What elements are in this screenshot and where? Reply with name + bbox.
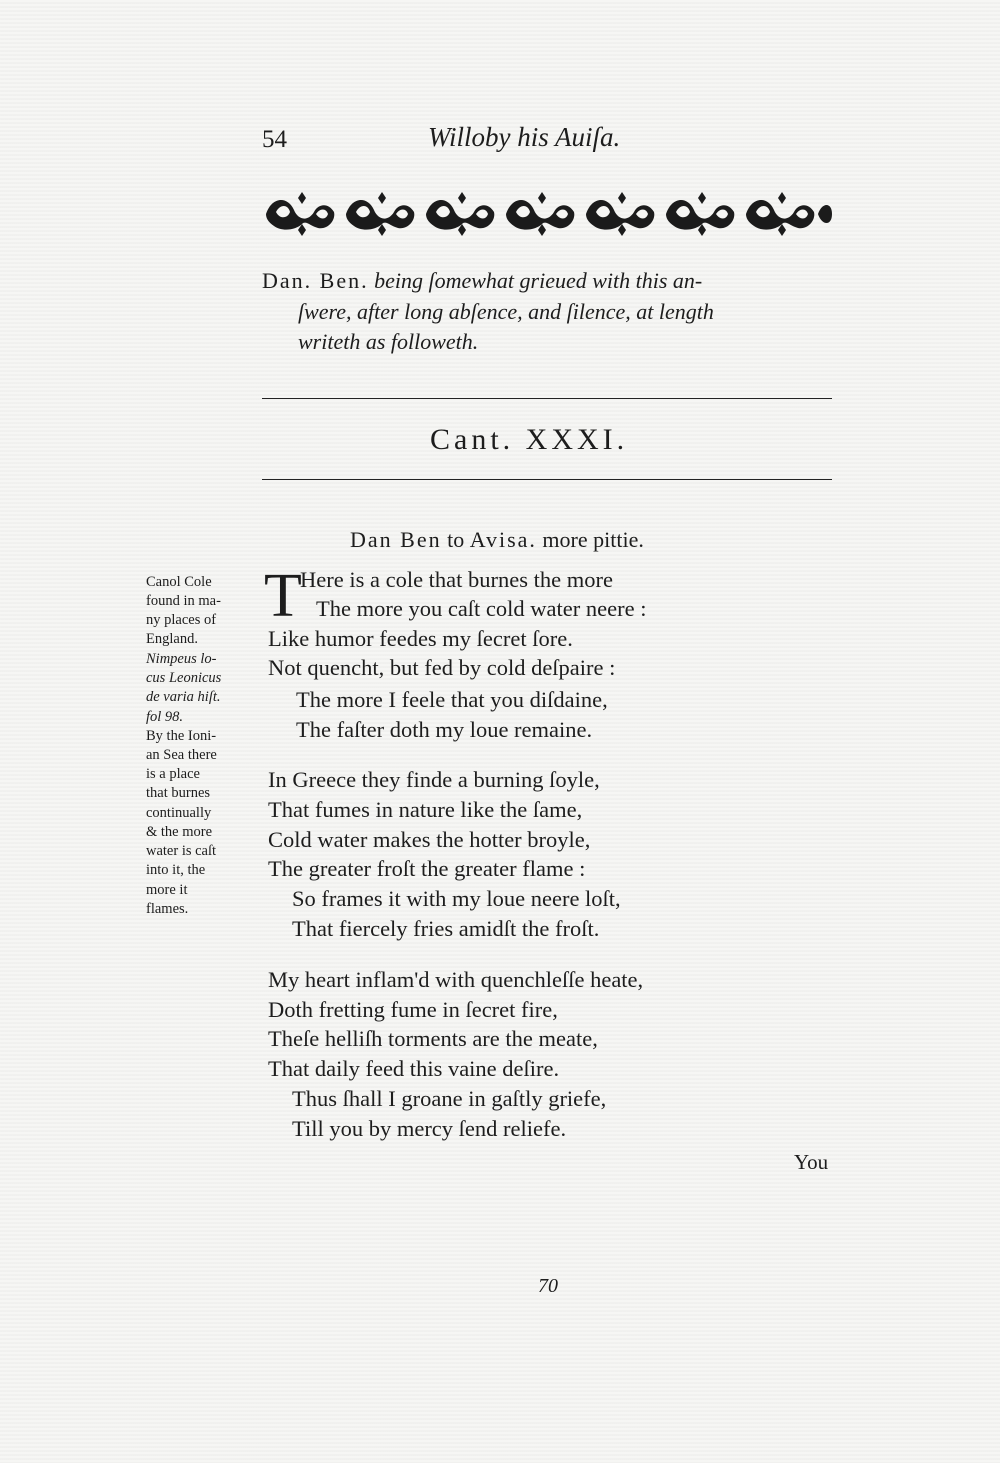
margin-note-line: that burnes	[146, 785, 211, 801]
margin-note-line: water is caſt	[146, 843, 217, 859]
poem-heading	[350, 527, 644, 553]
verse-line: Theſe helliſh torments are the meate,	[268, 1026, 598, 1051]
divider-rule-top	[262, 398, 832, 399]
running-title: Willoby his Auiſa.	[428, 122, 621, 152]
margin-note-line: flames.	[146, 901, 189, 917]
intro-line-3	[298, 329, 478, 355]
verse-line: Not quencht, but fed by cold deſpaire :	[268, 655, 616, 680]
margin-note-line: found in ma-	[146, 593, 221, 609]
margin-note-line: into it, the	[146, 862, 206, 878]
intro-text-2: ſwere, after long abſence, and ſilence, at length	[298, 299, 714, 324]
poem-heading-to: to	[447, 527, 465, 552]
floral-headpiece-ornament-icon	[262, 190, 834, 238]
drop-cap: T	[264, 562, 302, 630]
verse-line: Till you by mercy ſend reliefe.	[292, 1116, 567, 1141]
intro-text-1: being ſomewhat grieued with this an-	[374, 268, 703, 293]
margin-note-line: England.	[146, 631, 198, 647]
verse-line: The faſter doth my loue remaine.	[296, 717, 593, 742]
margin-note-line: cus Leonicus	[146, 670, 222, 686]
margin-note-line: & the more	[146, 824, 213, 840]
margin-note-line: By the Ioni-	[146, 728, 217, 744]
poem-heading-name-1: Dan Ben	[350, 527, 442, 552]
margin-note-line: fol 98.	[146, 709, 184, 725]
verse-line: The greater froſt the greater flame :	[268, 856, 586, 881]
folio-number: 70	[538, 1275, 558, 1297]
intro-text-3: writeth as followeth.	[298, 329, 479, 354]
verse-line: So frames it with my loue neere loſt,	[292, 886, 621, 911]
intro-line-2	[298, 299, 714, 325]
intro-line-1	[262, 268, 702, 294]
canto-heading: Cant. XXXI.	[430, 423, 629, 456]
verse-line: That fiercely fries amidſt the froſt.	[292, 916, 600, 941]
margin-note-line: more it	[146, 882, 188, 898]
verse-line: That fumes in nature like the ſame,	[268, 797, 583, 822]
divider-rule-bottom	[262, 479, 832, 480]
verse-line: My heart inflam'd with quenchleſſe heate,	[268, 967, 644, 992]
catchword: You	[794, 1150, 829, 1174]
intro-speaker: Dan. Ben.	[262, 268, 369, 293]
poem-heading-subtitle: more pittie.	[542, 527, 644, 552]
margin-note-line: an Sea there	[146, 747, 217, 763]
margin-note-line: continually	[146, 805, 212, 821]
verse-line: In Greece they finde a burning ſoyle,	[268, 767, 600, 792]
verse-line: The more you caſt cold water neere :	[316, 596, 647, 621]
margin-note-line: is a place	[146, 766, 200, 782]
page-number: 54	[262, 126, 287, 153]
margin-note-line: ny places of	[146, 612, 217, 628]
margin-note-line: Canol Cole	[146, 574, 212, 590]
verse-line: The more I feele that you diſdaine,	[296, 687, 608, 712]
verse-line: Here is a cole that burnes the more	[300, 567, 614, 592]
margin-note-line: de varia hiſt.	[146, 689, 221, 705]
verse-line: Doth fretting fume in ſecret fire,	[268, 997, 558, 1022]
verse-line: That daily feed this vaine deſire.	[268, 1056, 560, 1081]
verse-line: Cold water makes the hotter broyle,	[268, 827, 591, 852]
verse-line: Thus ſhall I groane in gaſtly griefe,	[292, 1086, 607, 1111]
poem-heading-name-2: Avisa.	[469, 527, 537, 552]
margin-note-line: Nimpeus lo-	[146, 651, 217, 667]
verse-line: Like humor feedes my ſecret ſore.	[268, 626, 573, 651]
